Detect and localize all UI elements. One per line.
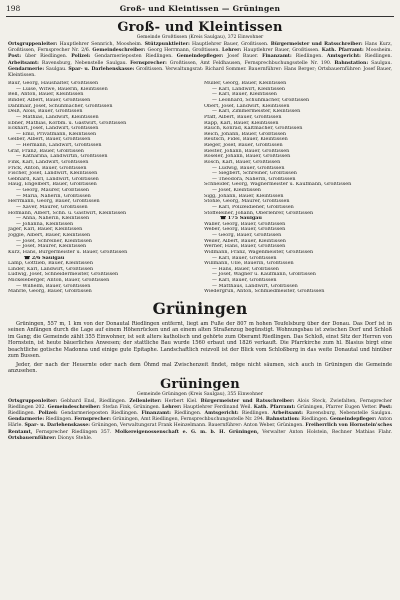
resident-entry: — Maria, Näherin, Großtissen — [16, 193, 91, 199]
resident-entry: Deiß, Alois, Bauer, Großtissen — [8, 109, 83, 115]
official-role-label: Kath. Pfarramt: — [321, 48, 364, 54]
history-paragraph: Grüningen, 557 m, 1 km von der Donautal Riedlingen entfernt, liegt am Fuße der 807 m hohen Teufelsburg über der Donau. Das Dorf ist in seinen Anfängen durch die Lage auf einem Höhenrücken und an einem alten Straßenzug begünstigt. Wohnungsbau ist zwischen Dorf und Schloß im Gang; die Gemeinde zählt 355 Einwohner, ist seit alters katholisch und gehörte zum Oberamt Riedlingen. Das Schloß, einst Sitz der Herren von Hornstein, ist heute bäuerliches Anwesen; der stattliche Bau wurde 1560 erbaut und 1826 verkauft. Die Pfarrkirche zum hl. Blasius birgt eine beachtliche gotische Madonna und einige gute Epitaphe. Landschaftlich reizvoll ist der Blick vom Schloßberg in das weite Donautal und hinüber zum Bussen. — [8, 320, 392, 360]
official-role-value: Riedlingen. — [291, 54, 327, 60]
official-role-label: Amtsgericht: — [326, 54, 361, 60]
resident-entry: Widmann, Franz, Wagenmeister, Großtissen — [204, 249, 314, 255]
resident-entry: Hofmann, Albert, Schn. u. Gastwirt, Kleintissen — [8, 210, 127, 216]
resident-entry: — Matthäus, Landwirt, Großtissen — [212, 283, 298, 289]
resident-entry: Stöhle, Georg, Maurer, Großtissen — [204, 199, 290, 205]
official-role-value: Hauptlehrer Bauer, Großtissen. — [189, 42, 271, 47]
official-role-value: Gebhard Ensl, Riedlingen. — [57, 398, 130, 404]
resident-entry: — Wilhelm, Bauer, Großtissen — [16, 283, 91, 289]
official-role-label: Kath. Pfarramt: — [253, 404, 296, 410]
official-role-value: Georg Herrmann, Großtissen. — [145, 48, 222, 54]
resident-entry: — Karl, Landwirt, Kleintissen — [212, 86, 286, 92]
official-role-value: Gendarmerieposten Riedlingen. — [90, 54, 177, 60]
resident-entry: Sigg, Johann, Bauer, Kleintissen — [204, 193, 284, 199]
resident-entry: — Hermann, Landwirt, Großtissen — [16, 143, 102, 149]
resident-entry: Jäger, Karl, Bauer, Kleintissen — [8, 227, 83, 233]
official-role-label: Gemeindepfleger: — [329, 417, 377, 423]
official-role-label: Arbeitsamt: — [272, 411, 303, 416]
official-role-value: Riedlingen. — [171, 411, 205, 416]
official-role-value: Ravensburg, Nebenstelle Saulgau. — [38, 60, 131, 66]
resident-entry: Linder, Karl, Landwirt, Großtissen — [8, 266, 94, 272]
section-subtitle: Gemeinde Grüningen (Kreis Saulgau), 355 Einwohner — [137, 391, 263, 397]
telephone-entry: ☎ 175 Saulgau — [220, 216, 262, 222]
official-role-label: Polizei: — [38, 411, 58, 416]
resident-entry: — Mathias, Landwirt, Kleintissen — [16, 114, 99, 120]
official-role-value: Stefan Fink, Grüningen. — [100, 404, 162, 410]
official-role-value: Ravensburg, Nebenstelle Saulgau. — [303, 411, 392, 416]
resident-entry: Herrmann, Georg, Bauer, Großtissen — [8, 199, 100, 205]
resident-entry: — Karl, Polizeidiener, Großtissen — [212, 204, 294, 210]
resident-entry: — Ludwig, Bauer, Großtissen — [212, 165, 285, 171]
official-role-label: Ortsgruppenleiter: — [8, 398, 58, 404]
section-title-grueningen: Grüningen — [160, 376, 240, 392]
resident-entry: — Siegbert, Schreiner, Großtissen — [212, 171, 297, 177]
official-role-value: Hauptlehrer Bauer, Großtissen. — [241, 48, 322, 54]
resident-entry: Eckhart, Josef, Landwirt, Großtissen — [8, 126, 99, 132]
resident-entry: — Georg, Bauer, Großtissen — [212, 233, 282, 239]
resident-entry: — Josef, Wagner u. Kaufmann, Großtissen — [212, 272, 316, 278]
official-role-label: Zellenleiter: — [129, 398, 162, 404]
official-role-value: Hans Kurz, Großtissen, Fernsprecher Nr. 2/6. — [8, 42, 392, 54]
resident-entry: Graf, Franz, Bauer, Großtissen — [8, 148, 84, 154]
resident-entry: Dahlmair, Josef, Schuhmacher, Großtissen — [8, 103, 113, 109]
official-role-value: Moosheim. — [363, 48, 392, 54]
resident-entry: Frick, Anton, Bauer, Großtissen — [8, 165, 87, 171]
resident-entry: — Katharina, Landwirtin, Großtissen — [16, 154, 108, 160]
official-role-label: Finanzamt: — [262, 54, 292, 60]
official-role-label: Amtsgericht: — [204, 411, 239, 416]
resident-entry: Willmann, Ulle, Bäuerin, Großtissen — [204, 261, 294, 267]
official-role-label: Spar- u. Darlehenskasse: — [24, 423, 91, 429]
official-role-label: Post: — [378, 404, 392, 410]
resident-entry: — Josef, Schreiner, Kleintissen — [16, 238, 92, 244]
resident-entry: Rapp, Karl, Bauer, Kleintissen — [204, 120, 279, 126]
official-role-value: Verwalter Anton Holstein, Rechner Mathias Flahr. — [258, 429, 392, 435]
official-role-label: Ortsbauernführer: — [8, 435, 57, 441]
resident-entry: Mickeleberger, Anton, Bauer, Großtissen — [8, 278, 110, 284]
officials-block — [8, 399, 392, 442]
official-role-label: Gemeindepfleger: — [176, 54, 224, 60]
resident-entry: Baur, Georg, Haushälter, Großtissen — [8, 81, 99, 87]
official-role-label: Gendarmerie: — [8, 417, 45, 423]
resident-entry: — Karl, Bauer, Großtissen — [212, 278, 277, 284]
resident-entry: Röseler, Johann, Bauer, Großtissen — [204, 154, 291, 160]
official-role-value: über Riedlingen. — [21, 54, 72, 60]
history-paragraph: Jeder, der nach der Heuernte oder nach dem Öhmd mal Zwischenzeit findet, möge nicht säumen, sich auch in Grüningen die Gemeinde anzusehen. — [8, 361, 392, 375]
resident-entry: — Anna, Näherin, Kleintissen — [16, 216, 90, 222]
resident-entry: Pfaff, Albert, Bauer, Großtissen — [204, 114, 282, 120]
official-role-value: Riedlingen. — [299, 417, 330, 423]
resident-entry: Fischer, Josef, Landwirt, Kleintissen — [8, 171, 98, 177]
resident-entry: Ebner, Mathias, Korbm. u. Gastwirt, Großtissen — [8, 120, 127, 126]
official-role-value: Josef Bauer. — [223, 54, 263, 60]
resident-entry: — Josef, Maurer, Kleintissen — [16, 244, 87, 250]
resident-entry: Weiler, Albert, Bauer, Kleintissen — [204, 238, 286, 244]
official-role-value: Riedlingen. — [8, 411, 39, 416]
official-role-label: Stützpunktleiter: — [144, 42, 190, 47]
official-role-value: Hauptlehrer Sennrich, Moosheim. — [57, 42, 145, 47]
resident-entry: — Luise, Witwe, Bäuerin, Kleintissen — [16, 86, 108, 92]
resident-entry: Rösch, Karl, Bauer, Großtissen — [204, 159, 281, 165]
official-role-value: Anton Härle. — [8, 417, 393, 429]
resident-entry: — Georg, Maurer, Großtissen — [16, 188, 90, 194]
official-role-value: Riedlingen. — [238, 411, 273, 416]
resident-entry: Rieger, Josef, Bauer, Großtissen — [204, 143, 283, 149]
directory-right-column — [204, 81, 392, 295]
resident-entry: — Emil, Privatmann, Kleintissen — [16, 131, 97, 137]
resident-entry: — Hans, Bauer, Großtissen — [212, 266, 279, 272]
resident-entry: Wiedergrün, Anton, Schmiedmeister, Großtissen — [204, 289, 325, 295]
official-role-value: Großtissen. Verwaltungsrat: Richard Sommer. Bauernführer: Hans Berger; Ortsbauernführer: Josef Bauer, Kleintissen. — [8, 66, 393, 79]
official-role-value: Grüningen, Pfarrer Eugen Vetter. — [295, 404, 379, 410]
official-role-value: Dionys Stehle. — [56, 435, 93, 441]
official-role-value: Hauptlehrer Ferdinand Weil. — [181, 404, 254, 410]
resident-entry: Werner, Hans, Bauer, Großtissen — [204, 244, 286, 250]
section-subtitle: Gemeinde Großtissen (Kreis Saulgau), 372 Einwohner — [136, 35, 264, 40]
official-role-value: Riedlingen. — [360, 54, 392, 60]
resident-entry: Riester, Johann, Bauer, Großtissen — [204, 148, 290, 154]
resident-entry: Stoffeleiner, Johann, Oberlehrer, Großtissen — [204, 210, 314, 216]
official-role-label: Finanzamt: — [141, 411, 172, 416]
resident-entry: Kurz, Hans, Bürgermeister u. Bauer, Großtissen — [8, 249, 128, 255]
official-role-value: Saulgau. — [368, 60, 392, 66]
resident-entry: Rauch, Konrad, Kaltmacher, Großtissen — [204, 126, 303, 132]
official-role-label: Ortsgruppenleiter: — [8, 42, 58, 47]
official-role-label: Molkereigenossenschaft e. G. m. b. H. Grüningen, — [114, 429, 259, 435]
official-role-label: Lehrer: — [161, 404, 182, 410]
resident-entry: Jöggle, Albert, Bauer, Kleintissen — [8, 233, 91, 239]
section-title-gross-und-kleintissen: Groß- und Kleintissen — [117, 20, 283, 35]
official-role-label: Freiherrlich von Hornstein'sches Rentamt, — [8, 423, 392, 435]
official-role-label: Bürgermeister und Ratsschreiber: — [200, 398, 295, 404]
resident-entry: — Xaver, Maurer, Großtissen — [16, 204, 88, 210]
resident-entry: Waller, Georg, Bauer, Großtissen — [204, 221, 286, 227]
resident-entry: Weber, Georg, Bauer, Großtissen — [204, 227, 286, 233]
official-role-label: Bürgermeister und Ratsschreiber: — [270, 42, 363, 47]
official-role-label: Fernsprecher: — [74, 417, 111, 423]
resident-entry: Mährle, Georg, Bauer, Großtissen — [8, 289, 92, 295]
official-role-label: Gemeindeschreiber: — [47, 404, 101, 410]
resident-entry: Bell, Anton, Bauer, Kleintissen — [8, 92, 84, 98]
official-role-label: Gendarmerie: — [8, 66, 45, 72]
resident-entry: Ludwig, Josef, Schneidermeister, Großtissen — [8, 272, 119, 278]
resident-directory — [8, 81, 392, 295]
resident-entry: — Karl, Zimmermeister, Kleintissen — [212, 109, 301, 115]
official-role-label: Polizei: — [71, 54, 91, 60]
resident-entry: Binder, Albert, Bauer, Großtissen — [8, 98, 91, 104]
resident-entry: Müller, Georg, Bauer, Kleintissen — [204, 81, 287, 87]
running-head — [6, 4, 394, 15]
official-role-label: Gemeindeschreiber: — [92, 48, 146, 54]
official-role-label: Arbeitsamt: — [8, 60, 39, 66]
official-role-value: Saulgau. — [44, 66, 69, 72]
directory-left-column — [8, 81, 196, 295]
official-role-label: Lehrer: — [221, 48, 242, 54]
official-role-value: Großtissen, Amt Feldhausen, Fernsprechbuchungsstelle Nr. 190. — [166, 60, 335, 66]
running-title: Groß- und Kleintissen — Grüningen — [119, 4, 281, 13]
resident-entry: — Karl, Bauer, Großtissen — [212, 255, 277, 261]
resident-entry: Reich, Johann, Bauer, Großtissen — [204, 131, 287, 137]
page-number: 198 — [6, 4, 21, 13]
resident-entry: — Karl, Bauer, Kleintissen — [212, 92, 277, 98]
official-role-value: Grüningen, Verwaltungsrat Frank Heinzelmann. Bauernführer: Anton Weber, Grüningen. — [90, 423, 306, 429]
resident-entry: Schneider, Georg, Wagnermeister u. Kaufmann, Großtissen — [204, 182, 352, 188]
resident-entry: Haug, Engelbert, Bauer, Großtissen — [8, 182, 97, 188]
official-role-label: Fernsprecher: — [130, 60, 167, 66]
resident-entry: — Theodora, Näherin, Großtissen — [212, 176, 296, 182]
official-role-label: Spar- u. Darlehenskasse: — [68, 66, 135, 72]
resident-entry: Gelber, Albert, Bauer, Großtissen — [8, 137, 91, 143]
header-rule — [6, 16, 394, 17]
official-role-value: Grüningen, Amt Riedlingen, Fernsprechbuchungsstelle Nr. 294. — [110, 417, 266, 423]
officials-block — [8, 42, 392, 79]
resident-entry: Fink, Karl, Landwirt, Großtissen — [8, 159, 89, 165]
telephone-entry: ☎ 2/6 Saulgau — [24, 255, 65, 261]
resident-entry: Lamp, Gottlieb, Bauer, Kleintissen — [8, 261, 93, 267]
resident-entry: Obert, Josef, Landwirt, Kleintissen — [204, 103, 290, 109]
official-role-value: Fernsprecher Riedlingen 357. — [32, 429, 115, 435]
official-role-label: Bahnstation: — [334, 60, 369, 66]
official-role-value: Alois Steck, Zwiefalten, Fernsprecher Riedlingen 202. — [8, 398, 392, 410]
resident-entry: Gebhard, Karl, Landwirt, Großtissen — [8, 176, 99, 182]
resident-entry: — Johanna, Kleintissen — [16, 221, 74, 227]
official-role-label: Post: — [8, 54, 22, 60]
official-role-value: Herbert Kiel. — [161, 398, 201, 404]
resident-entry: Reutsch, Fidel, Bauer, Kleintissen — [204, 137, 288, 143]
section-title-grueningen-history: Grüningen — [152, 298, 248, 318]
official-role-label: Bahnstation: — [265, 417, 300, 423]
official-role-value: Gendarmerieposten Riedlingen. — [57, 411, 142, 416]
resident-entry: — Leonhard, Schuhmacher, Großtissen — [212, 98, 310, 104]
official-role-value: Riedlingen. — [44, 417, 75, 423]
resident-entry: — Josef, Kleintissen — [212, 188, 261, 194]
